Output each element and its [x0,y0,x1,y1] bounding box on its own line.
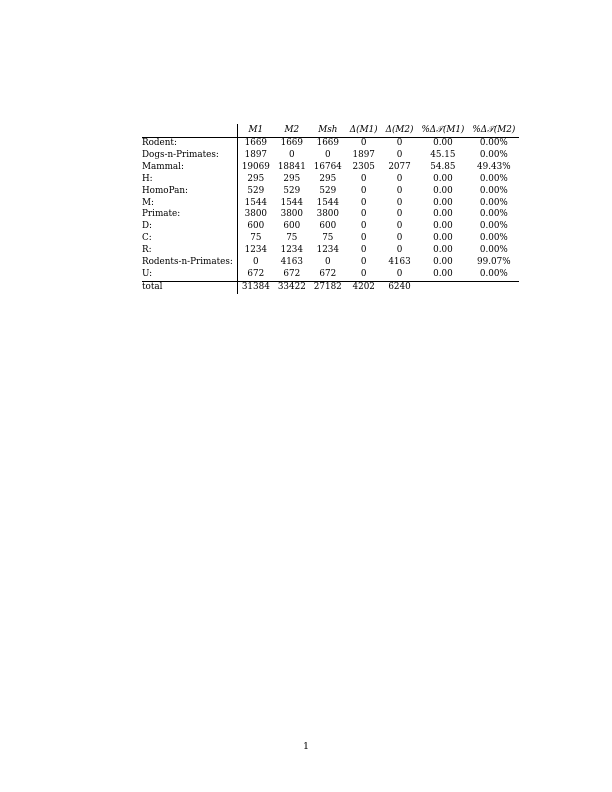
table-cell: 529 [247,185,265,196]
table-cell: 75 [322,233,334,244]
table-cell: 0 [396,221,403,232]
table-cell: 0.00 [433,221,453,232]
table-cell: 0 [396,245,403,256]
row-label-cell: Primate: [142,209,237,221]
row-label-cell: Dogs-n-Primates: [142,150,237,162]
table-cell: 0 [253,257,259,268]
row-label-cell: Rodents-n-Primates: [142,257,237,269]
table-cell: 0.00% [479,149,508,160]
row-label-cell: Rodent: [142,138,237,150]
table-cell: 0.00 [433,268,453,279]
table-row [142,138,519,150]
table-cell: 0.00 [433,197,453,208]
total-label-cell: total [142,281,237,293]
table-cell: 0.00 [417,138,468,150]
table-cell: 1897 [352,149,375,160]
table-row [142,198,519,210]
table-cell: 18841 [277,161,306,172]
table-cell: 75 [286,233,298,244]
total-cell: 4202 [346,281,382,293]
table-cell: 295 [319,173,337,184]
table-cell: 1669 [274,138,310,150]
row-label-cell: U: [142,269,237,281]
table-cell: 0.00% [479,221,508,232]
table-cell: 1234 [316,245,339,256]
table-cell: 1669 [310,138,346,150]
table-cell: 1234 [280,245,303,256]
table-header-row [142,124,519,138]
table-cell: 1544 [280,197,303,208]
table-cell: 0 [360,173,367,184]
table-cell: 0 [396,149,403,160]
table-cell: 0.00% [468,138,519,150]
table-cell: 0 [346,138,382,150]
header-cell: Δ(M2) [385,124,414,135]
header-cell: Msh [318,124,338,135]
page-number: 1 [302,741,310,752]
table-cell: 0 [360,209,367,220]
table-cell: 0 [396,268,403,279]
table-cell: 0.00 [433,257,453,268]
header-cell: M2 [284,124,300,135]
table-cell: 1544 [244,197,268,208]
table-cell: 0 [382,138,418,150]
table-row [142,233,519,245]
table-row [142,269,519,281]
total-cell: 27182 [310,281,346,293]
header-cell: %Δ𝒯(M1) [421,124,465,135]
table-cell: 0.00% [479,209,508,220]
table-cell: 529 [283,185,301,196]
table-cell: 600 [247,221,265,232]
table-cell: 600 [319,221,337,232]
table-cell: 0 [324,149,331,160]
table-cell: 0 [396,185,403,196]
total-cell: 33422 [274,281,310,293]
table-row [142,221,519,233]
table-row [142,257,519,269]
table-cell: 0.00% [479,197,508,208]
table-cell: 672 [319,268,337,279]
table-cell: 0.00 [433,245,453,256]
table-row [142,174,519,186]
table-body [142,138,519,282]
table-cell: 295 [247,173,265,184]
table-cell: 0 [360,245,367,256]
table-cell: 529 [319,185,337,196]
total-cell: 31384 [237,281,273,293]
header-cell-label [142,124,237,138]
table-cell: 295 [283,173,301,184]
table-cell: 19069 [241,161,270,172]
table-cell: 1897 [244,149,268,160]
table-row [142,186,519,198]
row-label-cell: C: [142,233,237,245]
table-cell: 3800 [280,209,303,220]
table-cell: 0.00% [479,245,508,256]
table-cell: 0.00 [433,233,453,244]
table-cell: 0.00 [433,185,453,196]
table-cell: 0.00% [479,233,508,244]
row-label-cell: HomoPan: [142,186,237,198]
table-cell: 0 [360,257,367,268]
table-cell: 0 [360,268,367,279]
table-row [142,150,519,162]
table-cell: 0 [289,149,295,160]
table-cell: 1544 [316,197,339,208]
row-label-cell: M: [142,198,237,210]
table-row [142,245,519,257]
table-cell: 0 [396,197,403,208]
table-row [142,162,519,174]
table-cell: 0.00 [433,173,453,184]
table-cell: 16764 [313,161,342,172]
table-cell: 0.00 [433,209,453,220]
table-cell: 0 [396,233,403,244]
table-cell: 0.00% [479,173,508,184]
total-cell: 6240 [382,281,418,293]
table-cell: 672 [247,268,265,279]
table-row [142,209,519,221]
table-cell: 3800 [244,209,268,220]
table-cell: 4163 [388,257,411,268]
header-cell: M1 [248,124,264,135]
table-cell: 2077 [388,161,411,172]
table-total-row [142,281,519,293]
table-cell: 4163 [280,257,303,268]
row-label-cell: Mammal: [142,162,237,174]
row-label-cell: H: [142,174,237,186]
table-cell: 45.15 [430,149,456,160]
row-label-cell: R: [142,245,237,257]
table-cell: 0 [360,221,367,232]
table-cell: 0 [360,185,367,196]
header-cell: %Δ𝒯(M2) [472,124,516,135]
table-cell: 1234 [244,245,268,256]
results-table [142,124,519,294]
row-label-cell: D: [142,221,237,233]
table-cell: 0 [396,209,403,220]
table-cell: 0 [396,173,403,184]
total-cell [417,281,468,293]
table-cell: 0.00% [479,185,508,196]
header-cell: Δ(M1) [349,124,378,135]
table-cell: 54.85 [430,161,456,172]
table-cell: 3800 [316,209,339,220]
table-cell: 0 [360,197,367,208]
total-cell [468,281,519,293]
table-cell: 672 [283,268,301,279]
table-cell: 1669 [237,138,273,150]
table-cell: 0 [360,233,367,244]
table-cell: 49.43% [477,161,511,172]
table-cell: 0.00% [479,268,508,279]
table-cell: 99.07% [477,257,511,268]
table-cell: 2305 [352,161,375,172]
table-cell: 0 [324,257,331,268]
table-cell: 600 [283,221,301,232]
table-cell: 75 [250,233,262,244]
